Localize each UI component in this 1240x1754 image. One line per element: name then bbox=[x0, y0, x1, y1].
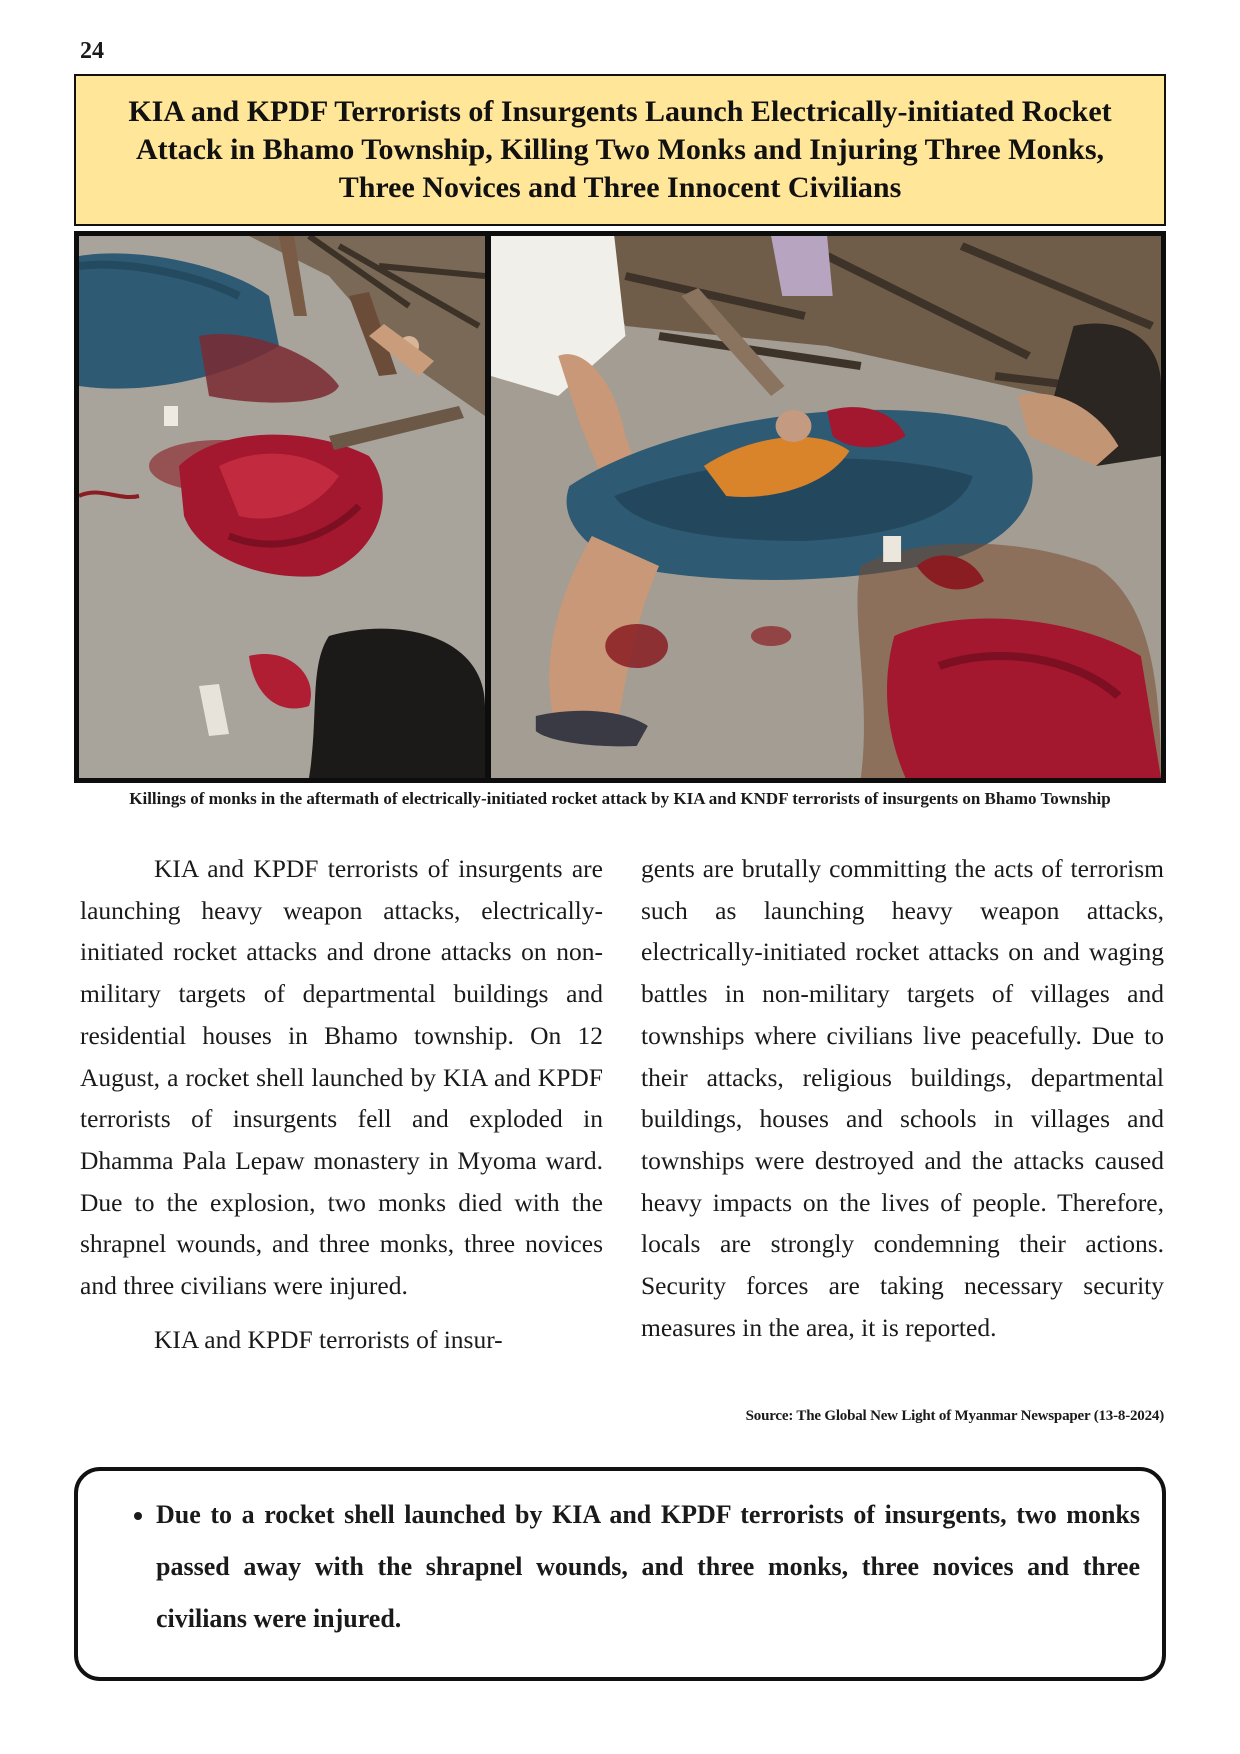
photo-caption: Killings of monks in the aftermath of electrically-initiated rocket attack by KIA and KNDF terrorists of insurgents on Bhamo Township bbox=[129, 789, 1111, 808]
summary-list bbox=[128, 1489, 1140, 1645]
headline-box bbox=[74, 74, 1166, 226]
article-paragraph-2-continued: gents are brutally committing the acts of terrorism such as launching heavy weapon attacks, electrically-initiated rocket attacks on and waging battles in non-military targets of villages and townships where civilians live peacefully. Due to their attacks, religious buildings, departmental buildings, houses and schools in villages and townships were destroyed and the attacks caused heavy impacts on the lives of people. Therefore, locals are strongly condemning their actions. Security forces are taking necessary security measures in the area, it is reported. bbox=[641, 854, 1164, 1342]
article-column-left bbox=[80, 848, 603, 1360]
headline: KIA and KPDF Terrorists of Insurgents Launch Electrically-initiated Rocket Attack in Bhamo Township, Killing Two Monks and Injuring Three Monks, Three Novices and Three Innocent Civilians bbox=[128, 95, 1112, 204]
article-column-right bbox=[641, 848, 1164, 1348]
photo-right-illustration bbox=[491, 236, 1161, 778]
photo-left-illustration bbox=[79, 236, 485, 778]
source-citation: Source: The Global New Light of Myanmar Newspaper (13-8-2024) bbox=[745, 1408, 1164, 1424]
photo-right-aftermath bbox=[491, 236, 1161, 778]
summary-box bbox=[74, 1467, 1166, 1681]
photo-strip bbox=[74, 231, 1166, 783]
summary-bullet: • Due to a rocket shell launched by KIA and KPDF terrorists of insurgents, two monks passed away with the shrapnel wounds, and three monks, three novices and three civilians were injured. bbox=[156, 1489, 1140, 1645]
photo-left-aftermath bbox=[79, 236, 485, 778]
page-number: 24 bbox=[80, 38, 104, 64]
article-paragraph-2-start: KIA and KPDF terrorists of insur- bbox=[154, 1324, 503, 1354]
article-paragraph-1: KIA and KPDF terrorists of insurgents are launching heavy weapon attacks, electrically-initiated rocket attacks and drone attacks on non-military targets of departmental buildings and residential houses in Bhamo township. On 12 August, a rocket shell launched by KIA and KPDF terrorists of insurgents fell and exploded in Dhamma Pala Lepaw monastery in Myoma ward. Due to the explosion, two monks died with the shrapnel wounds, and three monks, three novices and three civilians were injured. bbox=[80, 854, 603, 1301]
